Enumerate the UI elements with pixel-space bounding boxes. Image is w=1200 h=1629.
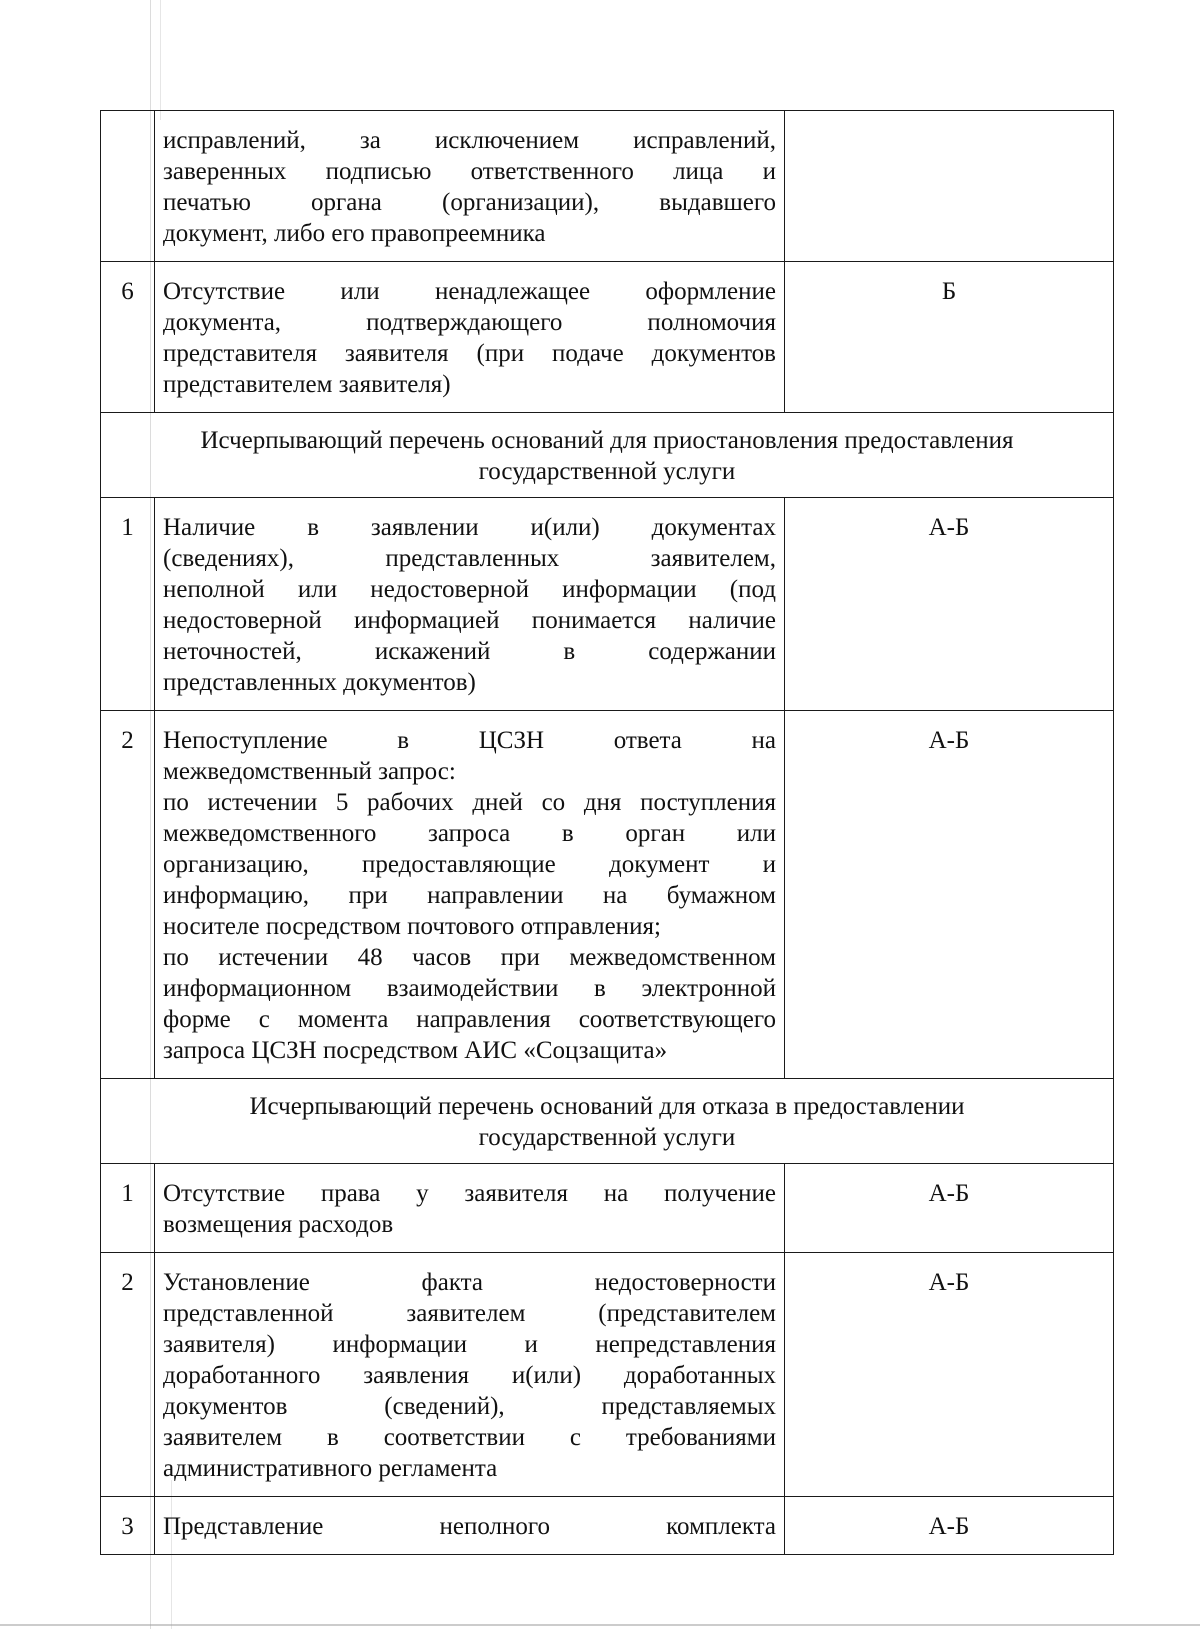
row-category-code: А-Б (785, 1164, 1114, 1253)
description-line: недостоверной информацией понимается наличие (163, 607, 776, 634)
description-line: документ, либо его правопреемника (163, 220, 546, 247)
row-category-code: А-Б (785, 498, 1114, 711)
table-row (101, 1164, 1114, 1253)
description-line: Установление факта недостоверности (163, 1269, 776, 1296)
section-header (101, 1079, 1114, 1164)
description-line: неполной или недостоверной информации (под (163, 576, 776, 603)
row-category-code: А-Б (785, 1497, 1114, 1555)
description-line: межведомственного запроса в орган или (163, 820, 776, 847)
row-number: 2 (101, 1253, 155, 1497)
row-number: 1 (101, 1164, 155, 1253)
row-description (155, 711, 785, 1079)
row-description (155, 1497, 785, 1555)
description-line: представленной заявителем (представителем (163, 1300, 776, 1327)
row-description (155, 111, 785, 262)
scan-edge-line (0, 1624, 1200, 1626)
row-description (155, 262, 785, 413)
description-line: печатью органа (организации), выдавшего (163, 189, 776, 216)
row-number (101, 111, 155, 262)
description-line: форме с момента направления соответствующего (163, 1006, 776, 1033)
description-line: представителем заявителя) (163, 371, 451, 398)
row-number: 3 (101, 1497, 155, 1555)
description-line: Отсутствие права у заявителя на получение (163, 1180, 776, 1207)
table-row (101, 498, 1114, 711)
section-header-line: Исчерпывающий перечень оснований для отказа в предоставлении (249, 1093, 965, 1120)
section-header-row (101, 413, 1114, 498)
table-row (101, 111, 1114, 262)
row-number: 2 (101, 711, 155, 1079)
description-line: носителе посредством почтового отправления; (163, 913, 661, 940)
row-category-code (785, 111, 1114, 262)
description-line: (сведениях), представленных заявителем, (163, 545, 776, 572)
description-line: неточностей, искажений в содержании (163, 638, 776, 665)
description-line: Наличие в заявлении и(или) документах (163, 514, 776, 541)
scan-margin-line (160, 0, 161, 120)
row-number: 6 (101, 262, 155, 413)
description-line: запроса ЦСЗН посредством АИС «Соцзащита» (163, 1037, 668, 1064)
description-line: организацию, предоставляющие документ и (163, 851, 776, 878)
row-category-code: А-Б (785, 711, 1114, 1079)
table-row (101, 711, 1114, 1079)
description-line: представленных документов) (163, 669, 476, 696)
description-line: заявителя) информации и непредставления (163, 1331, 776, 1358)
table-row (101, 1253, 1114, 1497)
description-line: заверенных подписью ответственного лица и (163, 158, 776, 185)
description-line: представителя заявителя (при подаче документов (163, 340, 776, 367)
description-line: заявителем в соответствии с требованиями (163, 1424, 776, 1451)
description-line: Представление неполного комплекта (163, 1513, 776, 1540)
description-line: информационном взаимодействии в электронной (163, 975, 776, 1002)
description-line: документа, подтверждающего полномочия (163, 309, 776, 336)
description-line: административного регламента (163, 1455, 498, 1482)
description-line: возмещения расходов (163, 1211, 394, 1238)
row-description (155, 1253, 785, 1497)
description-line: информацию, при направлении на бумажном (163, 882, 776, 909)
description-line: межведомственный запрос: (163, 758, 456, 785)
table-body (101, 111, 1114, 1555)
section-header-row (101, 1079, 1114, 1164)
row-category-code: Б (785, 262, 1114, 413)
row-description (155, 1164, 785, 1253)
section-header (101, 413, 1114, 498)
description-line: исправлений, за исключением исправлений, (163, 127, 776, 154)
description-line: доработанного заявления и(или) доработанных (163, 1362, 776, 1389)
description-line: по истечении 48 часов при межведомственном (163, 944, 776, 971)
table-row (101, 1497, 1114, 1555)
description-line: документов (сведений), представляемых (163, 1393, 776, 1420)
table-row (101, 262, 1114, 413)
section-header-line: Исчерпывающий перечень оснований для приостановления предоставления (200, 427, 1014, 454)
description-line: Отсутствие или ненадлежащее оформление (163, 278, 776, 305)
description-line: по истечении 5 рабочих дней со дня поступления (163, 789, 776, 816)
row-description (155, 498, 785, 711)
grounds-table (100, 110, 1114, 1555)
section-header-line: государственной услуги (478, 458, 736, 485)
row-number: 1 (101, 498, 155, 711)
section-header-line: государственной услуги (478, 1124, 736, 1151)
description-line: Непоступление в ЦСЗН ответа на (163, 727, 776, 754)
row-category-code: А-Б (785, 1253, 1114, 1497)
